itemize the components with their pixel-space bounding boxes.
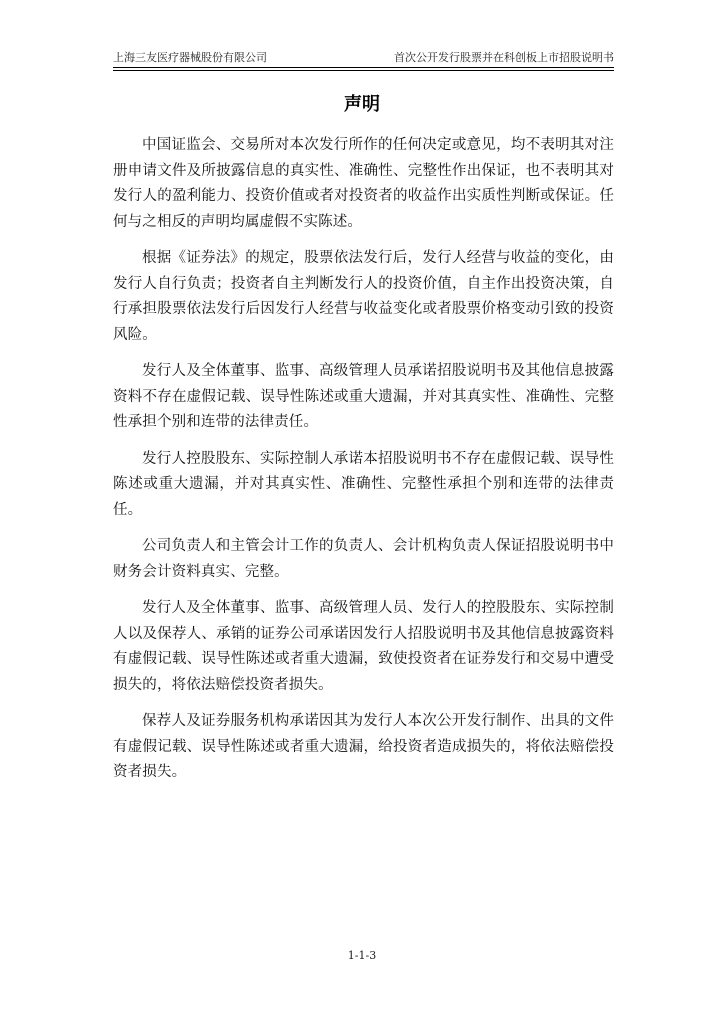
header-company-name: 上海三友医疗器械股份有限公司 bbox=[113, 51, 267, 64]
paragraph-regulator-disclaimer: 中国证监会、交易所对本次发行所作的任何决定或意见，均不表明其对注册申请文件及所披露信息的真实性、准确性、完整性作出保证，也不表明其对发行人的盈利能力、投资价值或者对投资者的收益作出实质性判断或保证。任何与之相反的声明均属虚假不实陈述。 bbox=[113, 137, 614, 230]
page-number: 1-1-3 bbox=[347, 949, 377, 962]
page-header bbox=[113, 50, 614, 66]
page-title: 声明 bbox=[344, 94, 380, 115]
paragraph-directors-commitment: 发行人及全体董事、监事、高级管理人员承诺招股说明书及其他信息披露资料不存在虚假记载、误导性陈述或重大遗漏，并对其真实性、准确性、完整性承担个别和连带的法律责任。 bbox=[113, 363, 614, 430]
paragraph-financial-guarantee: 公司负责人和主管会计工作的负责人、会计机构负责人保证招股说明书中财务会计资料真实、完整。 bbox=[113, 538, 614, 580]
paragraph-service-institutions-commitment: 保荐人及证券服务机构承诺因其为发行人本次公开发行制作、出具的文件有虚假记载、误导性陈述或者重大遗漏，给投资者造成损失的，将依法赔偿投资者损失。 bbox=[113, 713, 614, 780]
header-document-title: 首次公开发行股票并在科创板上市招股说明书 bbox=[394, 51, 614, 64]
header-rule-thin bbox=[113, 70, 614, 71]
header-rule-thick bbox=[113, 67, 614, 68]
paragraph-controlling-shareholder-commitment: 发行人控股股东、实际控制人承诺本招股说明书不存在虚假记载、误导性陈述或重大遗漏，并对其真实性、准确性、完整性承担个别和连带的法律责任。 bbox=[113, 450, 614, 518]
statement-body bbox=[113, 133, 614, 797]
paragraph-compensation-commitment: 发行人及全体董事、监事、高级管理人员、发行人的控股股东、实际控制人以及保荐人、承销的证券公司承诺因发行人招股说明书及其他信息披露资料有虚假记载、误导性陈述或者重大遗漏，致使投资者在证券发行和交易中遭受损失的，将依法赔偿投资者损失。 bbox=[113, 600, 614, 693]
paragraph-investment-risk: 根据《证券法》的规定，股票依法发行后，发行人经营与收益的变化，由发行人自行负责；投资者自主判断发行人的投资价值，自主作出投资决策，自行承担股票依法发行后因发行人经营与收益变化或者股票价格变动引致的投资风险。 bbox=[113, 250, 614, 343]
